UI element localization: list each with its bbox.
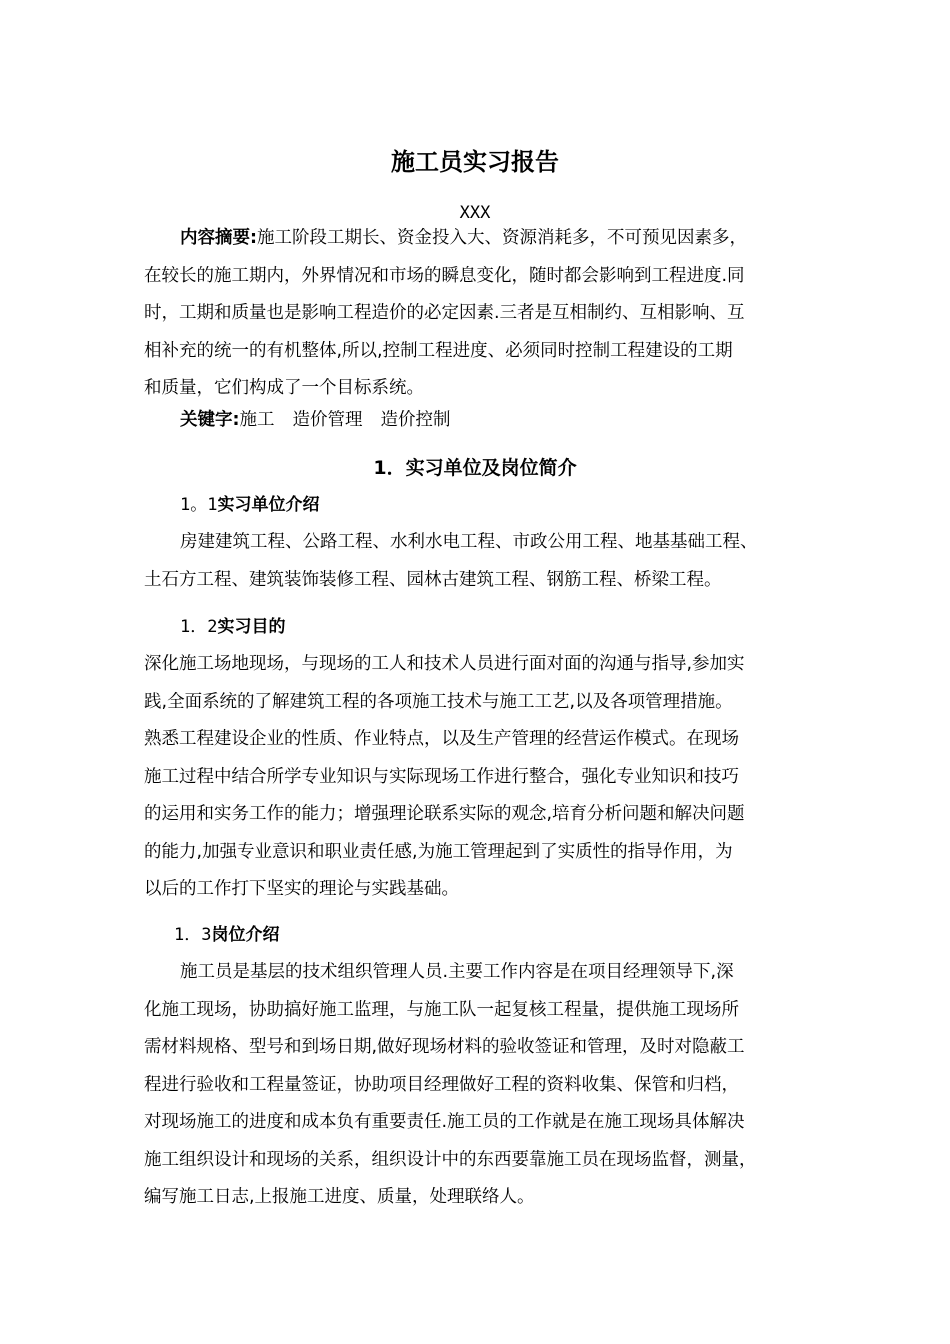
paragraph-line: 践,全面系统的了解建筑工程的各项施工技术与施工工艺,以及各项管理措施。 <box>144 691 733 712</box>
position-paragraph <box>144 954 816 1217</box>
paragraph-line: 程进行验收和工程量签证，协助项目经理做好工程的资料收集、保管和归档， <box>144 1074 739 1095</box>
subsection-heading <box>180 490 319 520</box>
author-name: XXX <box>459 203 491 223</box>
abstract-line: 相补充的统一的有机整体,所以,控制工程进度、必须同时控制工程建设的工期 <box>144 340 733 361</box>
subsection-title: 岗位介绍 <box>211 925 280 945</box>
keyword-item: 造价管理 <box>292 410 363 430</box>
paragraph-line: 施工组织设计和现场的关系，组织设计中的东西要靠施工员在现场监督，测量， <box>144 1149 757 1170</box>
paragraph-line: 房建建筑工程、公路工程、水利水电工程、市政公用工程、地基基础工程、 <box>180 532 758 552</box>
paragraph-line: 以后的工作打下坚实的理论与实践基础。 <box>144 879 459 899</box>
paragraph-line: 施工员是基层的技术组织管理人员.主要工作内容是在项目经理领导下,深 <box>180 962 734 982</box>
abstract-label: 内容摘要: <box>180 228 257 248</box>
subsection-title: 实习目的 <box>217 617 286 637</box>
purpose-paragraph <box>144 646 816 909</box>
subsection-title: 实习单位介绍 <box>217 495 320 515</box>
paragraph-line: 编写施工日志,上报施工进度、质量，处理联络人。 <box>144 1187 535 1207</box>
subsection-number: 1．2 <box>180 617 218 637</box>
paragraph-line: 化施工现场，协助搞好施工监理，与施工队一起复核工程量，提供施工现场所 <box>144 999 739 1020</box>
paragraph-line: 的能力,加强专业意识和职业责任感,为施工管理起到了实质性的指导作用，为 <box>144 841 733 862</box>
paragraph-line: 对现场施工的进度和成本负有重要责任.施工员的工作就是在施工现场具体解决 <box>144 1112 745 1132</box>
keywords-label: 关键字: <box>180 410 240 430</box>
paragraph-line: 的运用和实务工作的能力；增强理论联系实际的观念,培育分析问题和解决问题 <box>144 804 745 824</box>
keywords-paragraph <box>144 402 816 440</box>
paragraph-line: 需材料规格、型号和到场日期,做好现场材料的验收签证和管理，及时对隐蔽工 <box>144 1037 745 1057</box>
subsection-number: 1。1 <box>180 495 218 515</box>
section-heading: 1．实习单位及岗位简介 <box>373 457 577 479</box>
paragraph-line: 土石方工程、建筑装饰装修工程、园林古建筑工程、钢筋工程、桥梁工程。 <box>144 569 722 590</box>
abstract-line: 施工阶段工期长、资金投入大、资源消耗多，不可预见因素多， <box>257 228 747 248</box>
abstract-line: 时，工期和质量也是影响工程造价的必定因素.三者是互相制约、互相影响、互 <box>144 303 745 323</box>
keyword-item: 造价控制 <box>380 410 451 430</box>
abstract-line: 在较长的施工期内，外界情况和市场的瞬息变化，随时都会影响到工程进度.同 <box>144 265 745 286</box>
paragraph-line: 施工过程中结合所学专业知识与实际现场工作进行整合，强化专业知识和技巧 <box>144 766 739 787</box>
abstract-line: 和质量，它们构成了一个目标系统。 <box>144 378 424 398</box>
abstract-paragraph <box>144 220 816 408</box>
document-title: 施工员实习报告 <box>391 148 559 176</box>
keyword-item: 施工 <box>239 410 275 430</box>
subsection-heading <box>180 612 285 642</box>
paragraph-line: 深化施工场地现场，与现场的工人和技术人员进行面对面的沟通与指导,参加实 <box>144 654 745 674</box>
subsection-heading <box>174 920 279 950</box>
paragraph-line: 熟悉工程建设企业的性质、作业特点，以及生产管理的经营运作模式。在现场 <box>144 729 739 749</box>
subsection-number: 1．3 <box>174 925 212 945</box>
unit-intro-paragraph <box>144 524 816 599</box>
